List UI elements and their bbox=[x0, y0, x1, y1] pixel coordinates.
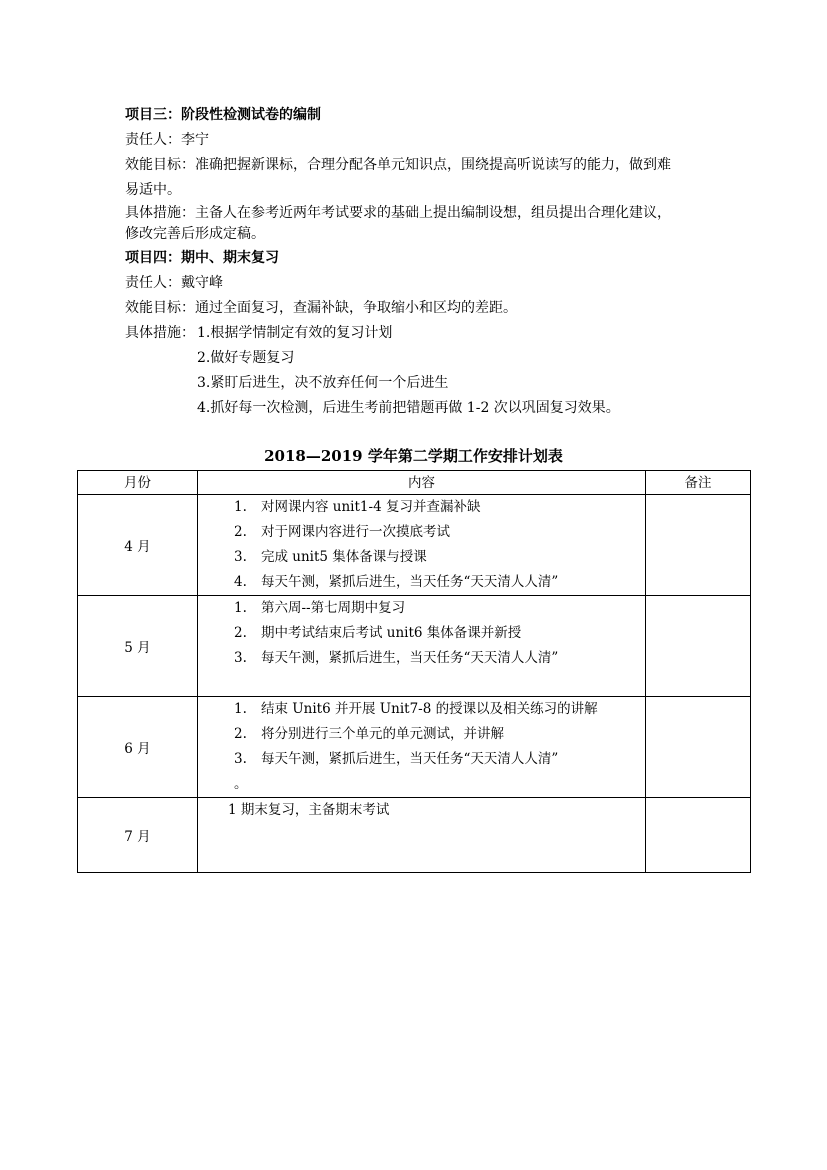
project4-owner: 责任人：戴守峰 bbox=[125, 275, 223, 291]
list-item bbox=[198, 697, 645, 722]
list-item bbox=[198, 596, 645, 621]
month-cell: 6 月 bbox=[78, 697, 198, 798]
list-item bbox=[198, 570, 645, 595]
note-cell bbox=[646, 596, 751, 697]
list-item bbox=[198, 495, 645, 520]
project3-measure-line1: 具体措施：主备人在参考近两年考试要求的基础上提出编制设想，组员提出合理化建议， bbox=[125, 205, 671, 221]
note-cell bbox=[646, 697, 751, 798]
item-text: 每天午测，紧抓后进生，当天任务“天天清人人清” bbox=[261, 751, 559, 767]
content-cell bbox=[198, 697, 646, 798]
table-header-row bbox=[78, 471, 751, 495]
item-text: 对于网课内容进行一次摸底考试 bbox=[261, 524, 450, 540]
item-number: 2. bbox=[234, 625, 247, 641]
project3-goal-line1: 效能目标：准确把握新课标，合理分配各单元知识点，围绕提高听说读写的能力，做到难 bbox=[125, 157, 671, 173]
schedule-table bbox=[77, 470, 751, 873]
item-text: 1 期末复习，主备期末考试 bbox=[228, 802, 390, 818]
list-item bbox=[198, 747, 645, 772]
project4-measures-label: 具体措施： bbox=[125, 325, 195, 341]
table-row bbox=[78, 596, 751, 697]
project4-measure-4: 4.抓好每一次检测，后进生考前把错题再做 1-2 次以巩固复习效果。 bbox=[197, 400, 620, 416]
item-text: 结束 Unit6 并开展 Unit7-8 的授课以及相关练习的讲解 bbox=[261, 701, 598, 717]
item-text: 每天午测，紧抓后进生，当天任务“天天清人人清” bbox=[261, 574, 559, 590]
project3-owner: 责任人：李宁 bbox=[125, 132, 209, 148]
list-item bbox=[198, 520, 645, 545]
item-text: 对网课内容 unit1-4 复习并查漏补缺 bbox=[261, 499, 481, 515]
item-number: 1. bbox=[234, 499, 247, 515]
item-number: 3. bbox=[234, 751, 247, 767]
project4-heading: 项目四：期中、期末复习 bbox=[125, 250, 279, 266]
project4-measure-1: 1.根据学情制定有效的复习计划 bbox=[197, 325, 393, 341]
item-text: 每天午测，紧抓后进生，当天任务“天天清人人清” bbox=[261, 650, 559, 666]
item-text: 期中考试结束后考试 unit6 集体备课并新授 bbox=[261, 625, 522, 641]
item-number: 3. bbox=[234, 650, 247, 666]
list-item bbox=[198, 621, 645, 646]
content-cell bbox=[198, 495, 646, 596]
item-number: 1. bbox=[234, 701, 247, 717]
project3-measure-line2: 修改完善后形成定稿。 bbox=[125, 226, 265, 242]
schedule-title: 2018—2019 学年第二学期工作安排计划表 bbox=[264, 447, 563, 465]
list-item bbox=[198, 722, 645, 747]
item-text: 完成 unit5 集体备课与授课 bbox=[261, 549, 427, 565]
note-cell bbox=[646, 798, 751, 873]
header-content: 内容 bbox=[198, 471, 646, 495]
item-text: 第六周--第七周期中复习 bbox=[261, 600, 406, 616]
project3-goal-line2: 易适中。 bbox=[125, 182, 181, 198]
list-item bbox=[198, 646, 645, 671]
item-text: 将分别进行三个单元的单元测试，并讲解 bbox=[261, 726, 504, 742]
item-number: 3. bbox=[234, 549, 247, 565]
item-number: 4. bbox=[234, 574, 247, 590]
item-number: 1. bbox=[234, 600, 247, 616]
list-item bbox=[198, 545, 645, 570]
content-cell bbox=[198, 798, 646, 873]
note-cell bbox=[646, 495, 751, 596]
table-row bbox=[78, 697, 751, 798]
list-item bbox=[198, 798, 645, 823]
header-note: 备注 bbox=[646, 471, 751, 495]
item-number: 2. bbox=[234, 524, 247, 540]
table-row bbox=[78, 798, 751, 873]
item-number: 2. bbox=[234, 726, 247, 742]
content-cell bbox=[198, 596, 646, 697]
project3-heading: 项目三：阶段性检测试卷的编制 bbox=[125, 107, 321, 123]
trailing-mark: 。 bbox=[234, 776, 248, 792]
month-cell: 7 月 bbox=[78, 798, 198, 873]
month-cell: 5 月 bbox=[78, 596, 198, 697]
project4-measure-3: 3.紧盯后进生，决不放弃任何一个后进生 bbox=[197, 375, 449, 391]
project4-measure-2: 2.做好专题复习 bbox=[197, 350, 295, 366]
month-cell: 4 月 bbox=[78, 495, 198, 596]
header-month: 月份 bbox=[78, 471, 198, 495]
list-item bbox=[198, 772, 645, 797]
table-row bbox=[78, 495, 751, 596]
project4-goal: 效能目标：通过全面复习，查漏补缺，争取缩小和区均的差距。 bbox=[125, 300, 517, 316]
